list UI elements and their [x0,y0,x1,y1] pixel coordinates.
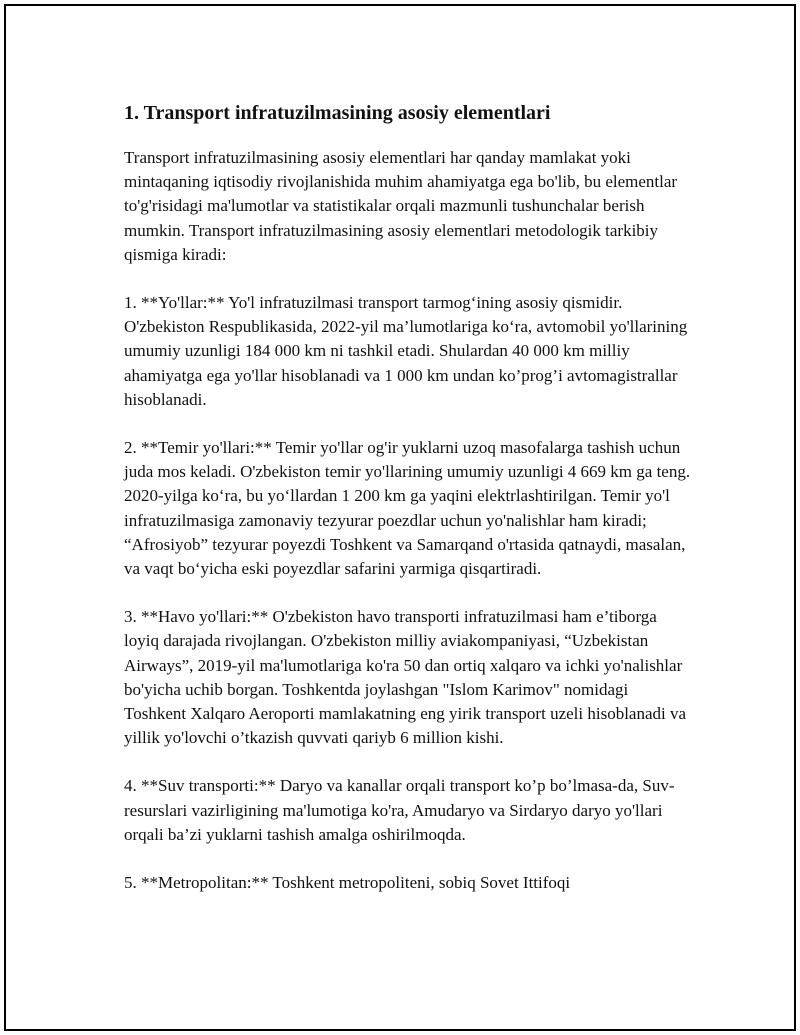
document-body [124,98,694,919]
intro-paragraph: Transport infratuzilmasining asosiy elementlari har qanday mamlakat yoki mintaqaning iqtisodiy rivojlanishida muhim ahamiyatga ega bo'lib, bu elementlar to'g'risidagi ma'lumotlar va statistikalar orqali mazmunli tushunchalar berish mumkin. Transport infratuzilmasining asosiy elementlari metodologik tarkibiy qismiga kiradi: [124,148,678,264]
water-transport-paragraph: 4. **Suv transporti:** Daryo va kanallar orqali transport ko’p bo’lmasa-da, Suv-resurslari vazirligining ma'lumotiga ko'ra, Amudaryo va Sirdaryo daryo yo'llari orqali ba’zi yuklarni tashish amalga oshirilmoqda. [124,776,675,844]
section-heading: 1. Transport infratuzilmasining asosiy elementlari [124,102,551,124]
roads-paragraph: 1. **Yo'llar:** Yo'l infratuzilmasi transport tarmog‘ining asosiy qismidir. O'zbekiston Respublikasida, 2022-yil ma’lumotlariga ko‘ra, avtomobil yo'llarining umumiy uzunligi 184 000 km ni tashkil etadi. Shulardan 40 000 km milliy ahamiyatga ega yo'llar hisoblanadi va 1 000 km undan ko’prog’i avtomagistrallar hisoblanadi. [124,293,688,409]
railways-paragraph: 2. **Temir yo'llari:** Temir yo'llar og'ir yuklarni uzoq masofalarga tashish uchun juda mos keladi. O'zbekiston temir yo'llarining umumiy uzunligi 4 669 km ga teng. 2020-yilga ko‘ra, bu yo‘llardan 1 200 km ga yaqini elektrlashtirilgan. Temir yo'l infratuzilmasiga zamonaviy tezyurar poezdlar uchun yo'nalishlar ham kiradi; “Afrosiyob” tezyurar poyezdi Toshkent va Samarqand o'rtasida qatnaydi, masalan, va vaqt bo‘yicha eski poyezdlar safarini yarmiga qisqartiradi. [124,438,691,579]
metro-paragraph: 5. **Metropolitan:** Toshkent metropoliteni, sobiq Sovet Ittifoqi [124,873,571,893]
airways-paragraph: 3. **Havo yo'llari:** O'zbekiston havo transporti infratuzilmasi ham e’tiborga loyiq darajada rivojlangan. O'zbekiston milliy aviakompaniyasi, “Uzbekistan Airways”, 2019-yil ma'lumotlariga ko'ra 50 dan ortiq xalqaro va ichki yo'nalishlar bo'yicha uchib borgan. Toshkentda joylashgan "Islom Karimov" nomidagi Toshkent Xalqaro Aeroporti mamlakatning eng yirik transport uzeli hisoblanadi va yillik yo'lovchi o’tkazish quvvati qariyb 6 million kishi. [124,607,687,748]
page-frame [4,4,796,1031]
